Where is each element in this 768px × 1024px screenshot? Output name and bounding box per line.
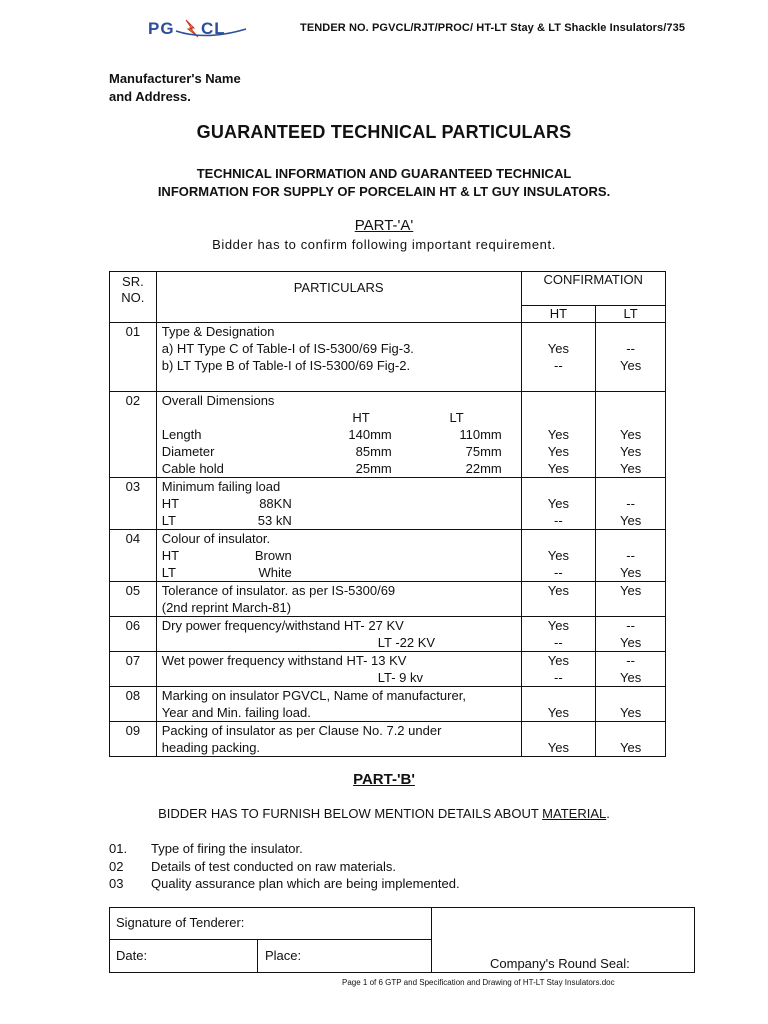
- dim-ht-value: 85mm: [355, 444, 392, 459]
- row-text: LT -22 KV: [377, 635, 436, 650]
- table-row: [110, 722, 666, 757]
- confirmation-value: Yes: [547, 653, 569, 668]
- row-text: Colour of insulator.: [161, 531, 271, 546]
- ht-confirmation: [521, 323, 596, 392]
- row-text: Minimum failing load: [161, 479, 281, 494]
- confirmation-value: Yes: [547, 705, 569, 720]
- lt-header: LT: [596, 306, 666, 323]
- dim-ht-value: 140mm: [348, 427, 392, 442]
- table-row: [110, 652, 666, 687]
- lt-confirmation: [596, 478, 666, 530]
- row-number: 01: [110, 323, 157, 392]
- row-particulars: [156, 323, 521, 392]
- confirmation-value: Yes: [547, 548, 569, 563]
- list-item-number: 03: [109, 876, 124, 891]
- load-name: LT: [161, 513, 176, 528]
- list-item-text: Type of firing the insulator.: [151, 841, 303, 856]
- ht-confirmation: [521, 530, 596, 582]
- confirmation-value: --: [626, 653, 635, 668]
- date-field: Date:: [110, 940, 258, 972]
- confirmation-value: Yes: [620, 635, 642, 650]
- ht-header: HT: [521, 306, 596, 323]
- dim-lt-value: 110mm: [459, 427, 502, 442]
- page-footer: Page 1 of 6 GTP and Specification and Drawing of HT-LT Stay Insulators.doc: [342, 978, 615, 987]
- table-row: [110, 687, 666, 722]
- row-text: heading packing.: [161, 740, 261, 755]
- dimension-row: [162, 443, 521, 460]
- lt-confirmation: [596, 617, 666, 652]
- manufacturer-label: [109, 70, 241, 106]
- table-row: [110, 530, 666, 582]
- part-b-note-end: .: [606, 806, 610, 821]
- row-number: 05: [110, 582, 157, 617]
- svg-text:CL: CL: [201, 19, 226, 38]
- confirmation-value: --: [626, 496, 635, 511]
- lt-confirmation: [596, 687, 666, 722]
- dim-lt-value: 75mm: [465, 444, 502, 459]
- signature-left-panel: [110, 908, 432, 972]
- row-number: 03: [110, 478, 157, 530]
- confirmation-value: --: [626, 618, 635, 633]
- ht-confirmation: [521, 652, 596, 687]
- confirmation-value: --: [554, 670, 563, 685]
- row-text: (2nd reprint March-81): [161, 600, 292, 615]
- row-text: Wet power frequency withstand HT- 13 KV: [161, 653, 407, 668]
- confirmation-value: Yes: [620, 670, 642, 685]
- part-a-heading: [0, 217, 768, 234]
- lt-confirmation: [596, 323, 666, 392]
- dim-ht-header: HT: [352, 410, 370, 425]
- confirmation-value: Yes: [620, 444, 642, 459]
- page-title: GUARANTEED TECHNICAL PARTICULARS: [196, 122, 572, 142]
- lt-confirmation: [596, 392, 666, 478]
- dimension-row: [162, 426, 521, 443]
- confirmation-value: Yes: [620, 358, 642, 373]
- colour-row: [162, 547, 521, 564]
- dim-lt-value: 22mm: [465, 461, 502, 476]
- tender-number: TENDER NO. PGVCL/RJT/PROC/ HT-LT Stay & LT Shackle Insulators/735: [300, 22, 686, 34]
- confirmation-value: Yes: [547, 583, 569, 598]
- part-a-note: Bidder has to confirm following important requirement.: [212, 237, 556, 252]
- colour-value: Brown: [254, 548, 292, 563]
- subtitle: [0, 165, 768, 201]
- confirmation-value: --: [626, 548, 635, 563]
- confirmation-value: Yes: [547, 740, 569, 755]
- list-item-number: 02: [109, 858, 124, 874]
- confirmation-value: Yes: [620, 427, 642, 442]
- ht-confirmation: [521, 687, 596, 722]
- dim-ht-value: 25mm: [355, 461, 392, 476]
- row-number: 04: [110, 530, 157, 582]
- row-particulars: [156, 582, 521, 617]
- part-b-label: PART-'B': [353, 771, 415, 788]
- confirmation-value: Yes: [547, 618, 569, 633]
- row-text: Packing of insulator as per Clause No. 7.2 under: [161, 723, 442, 738]
- list-item-number: 01.: [109, 841, 128, 856]
- place-field: Place:: [265, 948, 302, 963]
- row-text: b) LT Type B of Table-I of IS-5300/69 Fig-2.: [161, 358, 411, 373]
- ht-confirmation: [521, 617, 596, 652]
- row-particulars: [156, 722, 521, 757]
- list-item-text: Quality assurance plan which are being implemented.: [151, 876, 460, 891]
- confirmation-header: CONFIRMATION: [521, 272, 666, 306]
- signature-box: [109, 907, 695, 973]
- confirmation-value: --: [554, 513, 563, 528]
- dim-name: Length: [161, 427, 202, 442]
- subtitle-line-2: INFORMATION FOR SUPPLY OF PORCELAIN HT & LT GUY INSULATORS.: [157, 184, 611, 199]
- svg-text:PG: PG: [148, 19, 175, 38]
- part-b-heading: [0, 771, 768, 788]
- part-a-label: PART-'A': [354, 217, 414, 234]
- list-item: [109, 858, 460, 876]
- confirmation-value: Yes: [620, 565, 642, 580]
- lt-confirmation: [596, 530, 666, 582]
- ht-confirmation: [521, 392, 596, 478]
- load-value: 88KN: [259, 496, 292, 511]
- dim-name: Cable hold: [161, 461, 224, 476]
- table-row: [110, 582, 666, 617]
- list-item: [109, 840, 460, 858]
- row-text: Overall Dimensions: [161, 393, 275, 408]
- table-header-row: [110, 272, 666, 306]
- colour-value: White: [258, 565, 292, 580]
- dim-lt-header: LT: [449, 410, 464, 425]
- list-item-text: Details of test conducted on raw materials.: [151, 858, 396, 874]
- confirmation-value: Yes: [620, 705, 642, 720]
- confirmation-value: Yes: [620, 513, 642, 528]
- row-particulars: [156, 652, 521, 687]
- company-seal-label: Company's Round Seal:: [490, 956, 630, 971]
- colour-name: LT: [161, 565, 176, 580]
- row-text: a) HT Type C of Table-I of IS-5300/69 Fig-3.: [161, 341, 414, 356]
- manufacturer-line-1: Manufacturer's Name: [109, 71, 241, 86]
- ht-confirmation: [521, 722, 596, 757]
- confirmation-value: --: [626, 341, 635, 356]
- sr-header-line-1: SR.: [122, 274, 144, 289]
- row-text: Tolerance of insulator. as per IS-5300/69: [161, 583, 396, 598]
- confirmation-value: Yes: [620, 740, 642, 755]
- subtitle-line-1: TECHNICAL INFORMATION AND GUARANTEED TECHNICAL: [196, 166, 572, 181]
- part-b-note: [0, 806, 768, 821]
- load-value: 53 kN: [257, 513, 292, 528]
- row-text: Dry power frequency/withstand HT- 27 KV: [161, 618, 404, 633]
- confirmation-value: --: [554, 565, 563, 580]
- row-number: 06: [110, 617, 157, 652]
- pgvcl-logo: [146, 17, 268, 39]
- colour-row: [162, 564, 521, 581]
- confirmation-value: Yes: [547, 427, 569, 442]
- confirmation-value: --: [554, 358, 563, 373]
- row-particulars: [156, 530, 521, 582]
- part-b-note-text: BIDDER HAS TO FURNISH BELOW MENTION DETAILS ABOUT: [158, 806, 543, 821]
- row-text: Year and Min. failing load.: [161, 705, 311, 720]
- ht-confirmation: [521, 478, 596, 530]
- table-row: [110, 617, 666, 652]
- confirmation-value: Yes: [620, 461, 642, 476]
- list-item: [109, 875, 460, 893]
- manufacturer-line-2: and Address.: [109, 89, 191, 104]
- colour-name: HT: [161, 548, 180, 563]
- dimension-column-headers: [162, 409, 521, 426]
- particulars-table: [109, 271, 666, 757]
- row-particulars: [156, 687, 521, 722]
- confirmation-value: Yes: [547, 461, 569, 476]
- lt-confirmation: [596, 652, 666, 687]
- confirmation-value: Yes: [547, 444, 569, 459]
- confirmation-value: --: [554, 635, 563, 650]
- row-particulars: [156, 617, 521, 652]
- particulars-header: PARTICULARS: [156, 272, 521, 323]
- load-name: HT: [161, 496, 180, 511]
- row-number: 09: [110, 722, 157, 757]
- confirmation-value: Yes: [547, 496, 569, 511]
- row-text: Type & Designation: [161, 324, 275, 339]
- material-details-list: [109, 840, 460, 893]
- load-row: [162, 512, 521, 529]
- row-text: LT- 9 kv: [377, 670, 424, 685]
- table-row: [110, 392, 666, 478]
- row-particulars: [156, 478, 521, 530]
- confirmation-value: Yes: [547, 341, 569, 356]
- dimension-row: [162, 460, 521, 477]
- sr-header-line-2: NO.: [121, 290, 145, 305]
- table-row: [110, 323, 666, 392]
- load-row: [162, 495, 521, 512]
- dim-name: Diameter: [161, 444, 215, 459]
- row-number: 02: [110, 392, 157, 478]
- signature-of-tenderer: Signature of Tenderer:: [110, 908, 432, 940]
- lt-confirmation: [596, 722, 666, 757]
- ht-confirmation: [521, 582, 596, 617]
- sr-no-header: [110, 272, 157, 323]
- table-row: [110, 478, 666, 530]
- part-b-note-material: MATERIAL: [542, 806, 607, 821]
- confirmation-value: Yes: [620, 583, 642, 598]
- row-number: 07: [110, 652, 157, 687]
- lt-confirmation: [596, 582, 666, 617]
- row-particulars: [156, 392, 521, 478]
- row-text: Marking on insulator PGVCL, Name of manufacturer,: [161, 688, 466, 703]
- row-number: 08: [110, 687, 157, 722]
